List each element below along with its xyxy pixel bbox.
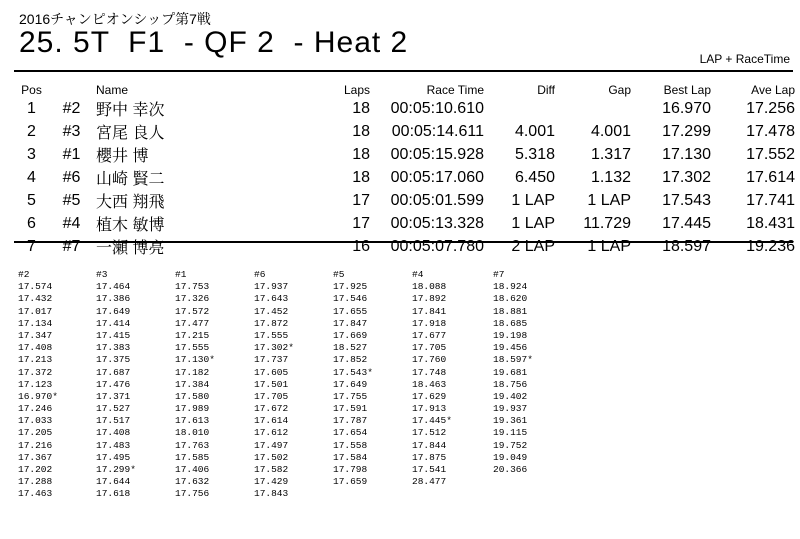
lap-time: 17.517 [96, 415, 131, 427]
result-ave-lap: 19.236 [746, 237, 795, 255]
result-car-number: #4 [62, 214, 81, 232]
result-diff: 4.001 [514, 122, 555, 140]
result-race-time: 00:05:10.610 [390, 99, 484, 117]
lap-time: 18.620 [493, 293, 528, 305]
lap-time: 17.918 [412, 317, 447, 329]
result-row [14, 120, 799, 143]
result-gap: 4.001 [590, 122, 631, 140]
lap-time: 18.463 [412, 378, 447, 390]
lap-time: 17.408 [96, 427, 131, 439]
race-title: 25. 5T F1 - QF 2 - Heat 2 [19, 26, 409, 59]
lap-time: 17.384 [175, 378, 210, 390]
col-header-name: Name [96, 82, 129, 97]
lap-time: 19.752 [493, 439, 528, 451]
lap-time: 17.414 [96, 317, 131, 329]
lap-time: 17.655 [333, 305, 368, 317]
lap-time: 17.452 [254, 305, 289, 317]
lap-time: 17.558 [333, 439, 368, 451]
lap-time: 17.737 [254, 354, 289, 366]
result-diff: 1 LAP [511, 191, 555, 209]
result-car-number: #2 [62, 99, 81, 117]
lap-time: 28.477 [412, 476, 447, 488]
lap-time: 19.937 [493, 403, 528, 415]
col-header-gap: Gap [608, 82, 631, 97]
lap-time: 17.584 [333, 451, 368, 463]
lap-time: 16.970* [18, 390, 58, 402]
lap-time: 17.760 [412, 354, 447, 366]
lap-time: 18.685 [493, 317, 528, 329]
lap-time: 17.477 [175, 317, 210, 329]
result-best-lap: 17.543 [662, 191, 711, 209]
result-pos: 1 [27, 99, 36, 117]
result-pos: 2 [27, 122, 36, 140]
result-laps: 16 [352, 237, 370, 255]
result-car-number: #5 [62, 191, 81, 209]
col-header-laps: Laps [343, 82, 370, 97]
result-driver-name: 山崎 賢二 [96, 171, 165, 188]
lap-column-car-number: #3 [96, 269, 108, 280]
result-laps: 18 [352, 122, 370, 140]
lap-time: 17.445* [412, 415, 452, 427]
lap-time: 17.572 [175, 305, 210, 317]
lap-time: 17.841 [412, 305, 447, 317]
lap-column-car-number: #2 [18, 269, 30, 280]
result-best-lap: 17.130 [662, 145, 711, 163]
result-car-number: #7 [62, 237, 81, 255]
result-ave-lap: 17.614 [746, 168, 795, 186]
lap-time: 17.406 [175, 464, 210, 475]
lap-time: 17.843 [254, 488, 289, 500]
result-driver-name: 野中 幸次 [96, 102, 165, 119]
lap-time: 19.402 [493, 390, 528, 402]
result-row [14, 212, 799, 235]
lap-time: 17.483 [96, 439, 131, 451]
lap-column-car-number: #5 [333, 269, 345, 280]
result-best-lap: 17.445 [662, 214, 711, 232]
lap-time: 17.925 [333, 281, 368, 293]
result-ave-lap: 17.552 [746, 145, 795, 163]
lap-time: 17.299* [96, 464, 136, 475]
result-pos: 6 [27, 214, 36, 232]
lap-time: 17.182 [175, 366, 210, 378]
lap-time: 17.432 [18, 293, 53, 305]
lap-time: 17.371 [96, 390, 131, 402]
result-race-time: 00:05:14.611 [391, 122, 484, 140]
lap-time: 17.705 [412, 342, 447, 354]
col-header-diff: Diff [537, 82, 555, 97]
lap-time: 17.375 [96, 354, 131, 366]
lap-time: 17.649 [333, 378, 368, 390]
lap-times-column [493, 269, 533, 476]
result-race-time: 00:05:13.328 [390, 214, 484, 232]
lap-time: 19.198 [493, 329, 528, 341]
lap-time: 17.502 [254, 451, 289, 463]
lap-time: 17.512 [412, 427, 447, 439]
lap-time: 17.844 [412, 439, 447, 451]
result-row [14, 189, 799, 212]
result-gap: 1 LAP [587, 237, 631, 255]
col-header-ave-lap: Ave Lap [751, 82, 795, 97]
lap-time: 17.326 [175, 293, 210, 305]
col-header-number [49, 82, 94, 97]
lap-time: 17.669 [333, 329, 368, 341]
lap-time: 17.748 [412, 366, 447, 378]
results-divider [14, 241, 793, 243]
lap-time: 19.115 [493, 427, 528, 439]
result-car-number: #3 [62, 122, 81, 140]
lap-time: 17.763 [175, 439, 210, 451]
result-laps: 17 [352, 191, 370, 209]
result-best-lap: 17.299 [662, 122, 711, 140]
lap-time: 17.852 [333, 354, 368, 366]
lap-time: 17.937 [254, 281, 289, 293]
result-row [14, 143, 799, 166]
lap-time: 17.372 [18, 366, 53, 378]
col-header-pos: Pos [21, 82, 42, 97]
header-divider [14, 70, 793, 72]
result-diff: 2 LAP [511, 237, 555, 255]
result-diff [484, 97, 555, 120]
report-type-label: LAP + RaceTime [699, 52, 790, 66]
result-gap: 11.729 [583, 214, 631, 232]
lap-time: 17.875 [412, 451, 447, 463]
lap-time: 19.361 [493, 415, 528, 427]
lap-time: 18.924 [493, 281, 528, 293]
lap-times-column [412, 269, 452, 488]
lap-time: 17.205 [18, 427, 53, 439]
lap-time: 17.654 [333, 427, 368, 439]
event-subtitle: 2016チャンピオンシップ第7戦 [19, 11, 211, 27]
lap-time: 19.681 [493, 366, 528, 378]
result-race-time: 00:05:17.060 [390, 168, 484, 186]
col-header-best-lap: Best Lap [663, 82, 711, 97]
result-diff: 1 LAP [511, 214, 555, 232]
lap-time: 17.585 [175, 451, 210, 463]
lap-time: 17.476 [96, 378, 131, 390]
lap-time: 17.756 [175, 488, 210, 500]
result-pos: 3 [27, 145, 36, 163]
lap-time: 17.495 [96, 451, 131, 463]
lap-time: 17.415 [96, 329, 131, 341]
result-row [14, 235, 799, 258]
lap-time: 17.543* [333, 366, 373, 378]
lap-time: 17.787 [333, 415, 368, 427]
lap-time: 17.033 [18, 415, 53, 427]
lap-time: 19.456 [493, 342, 528, 354]
lap-time: 17.659 [333, 476, 368, 488]
lap-time: 17.464 [96, 281, 131, 293]
lap-time: 17.501 [254, 378, 289, 390]
lap-time: 17.347 [18, 329, 53, 341]
results-table [14, 82, 799, 258]
lap-time: 17.246 [18, 403, 53, 415]
result-gap [555, 97, 631, 120]
lap-time: 17.555 [254, 329, 289, 341]
result-laps: 18 [352, 99, 370, 117]
lap-time: 17.629 [412, 390, 447, 402]
lap-time: 17.591 [333, 403, 368, 415]
result-car-number: #6 [62, 168, 81, 186]
lap-time: 17.672 [254, 403, 289, 415]
lap-time: 17.580 [175, 390, 210, 402]
result-driver-name: 植木 敏博 [96, 217, 165, 234]
lap-time: 17.605 [254, 366, 289, 378]
lap-time: 17.130* [175, 354, 215, 366]
result-ave-lap: 18.431 [746, 214, 795, 232]
result-gap: 1 LAP [587, 191, 631, 209]
lap-column-car-number: #4 [412, 269, 424, 280]
result-row [14, 97, 799, 120]
result-best-lap: 17.302 [662, 168, 711, 186]
result-ave-lap: 17.478 [746, 122, 795, 140]
lap-time: 17.755 [333, 390, 368, 402]
lap-time: 17.989 [175, 403, 210, 415]
lap-time: 17.463 [18, 488, 53, 500]
lap-time: 17.847 [333, 317, 368, 329]
lap-times-column [96, 269, 136, 501]
lap-time: 17.687 [96, 366, 131, 378]
lap-time: 17.613 [175, 415, 210, 427]
lap-time: 18.010 [175, 427, 210, 439]
result-driver-name: 一瀬 博亮 [96, 240, 165, 257]
lap-time: 17.288 [18, 476, 53, 488]
lap-time: 17.574 [18, 281, 53, 293]
lap-time: 17.798 [333, 464, 368, 475]
lap-times-column [254, 269, 294, 501]
lap-time: 17.649 [96, 305, 131, 317]
result-car-number: #1 [62, 145, 81, 163]
lap-time: 17.123 [18, 378, 53, 390]
result-race-time: 00:05:15.928 [390, 145, 484, 163]
result-diff: 5.318 [514, 145, 555, 163]
lap-time: 17.367 [18, 451, 53, 463]
lap-time: 17.753 [175, 281, 210, 293]
lap-time: 17.408 [18, 342, 53, 354]
lap-time: 17.632 [175, 476, 210, 488]
lap-time: 17.614 [254, 415, 289, 427]
result-best-lap: 16.970 [662, 99, 711, 117]
lap-times-column [18, 269, 58, 501]
result-race-time: 00:05:01.599 [390, 191, 484, 209]
result-driver-name: 大西 翔飛 [96, 194, 165, 211]
lap-time: 17.134 [18, 317, 53, 329]
result-gap: 1.132 [590, 168, 631, 186]
lap-time: 17.555 [175, 342, 210, 354]
lap-time: 17.527 [96, 403, 131, 415]
lap-time: 17.383 [96, 342, 131, 354]
result-laps: 18 [352, 145, 370, 163]
result-driver-name: 宮尾 良人 [96, 125, 165, 142]
lap-times-column [175, 269, 215, 501]
lap-time: 17.872 [254, 317, 289, 329]
result-best-lap: 18.597 [662, 237, 711, 255]
lap-time: 17.582 [254, 464, 289, 475]
result-ave-lap: 17.256 [746, 99, 795, 117]
lap-time: 17.612 [254, 427, 289, 439]
lap-time: 17.216 [18, 439, 53, 451]
lap-time: 17.017 [18, 305, 53, 317]
lap-column-car-number: #1 [175, 269, 187, 280]
lap-time: 18.881 [493, 305, 528, 317]
lap-column-car-number: #6 [254, 269, 266, 280]
lap-time: 17.541 [412, 464, 447, 475]
lap-time: 17.429 [254, 476, 289, 488]
lap-time: 17.302* [254, 342, 294, 354]
lap-time: 17.215 [175, 329, 210, 341]
result-race-time: 00:05:07.780 [390, 237, 484, 255]
lap-time: 18.088 [412, 281, 447, 293]
lap-time: 17.892 [412, 293, 447, 305]
results-header-row [14, 82, 799, 97]
lap-time: 18.597* [493, 354, 533, 366]
result-laps: 17 [352, 214, 370, 232]
lap-time: 18.527 [333, 342, 368, 354]
col-header-race-time: Race Time [426, 82, 484, 97]
lap-column-car-number: #7 [493, 269, 505, 280]
result-diff: 6.450 [514, 168, 555, 186]
lap-time: 17.202 [18, 464, 53, 475]
result-gap: 1.317 [590, 145, 631, 163]
lap-time: 17.213 [18, 354, 53, 366]
result-pos: 5 [27, 191, 36, 209]
lap-time: 17.497 [254, 439, 289, 451]
result-ave-lap: 17.741 [746, 191, 795, 209]
lap-times-column [333, 269, 373, 488]
lap-time: 17.546 [333, 293, 368, 305]
lap-time: 18.756 [493, 378, 528, 390]
lap-time: 19.049 [493, 451, 528, 463]
lap-time: 20.366 [493, 464, 528, 475]
lap-time: 17.644 [96, 476, 131, 488]
lap-time: 17.677 [412, 329, 447, 341]
result-laps: 18 [352, 168, 370, 186]
lap-time: 17.705 [254, 390, 289, 402]
lap-time: 17.386 [96, 293, 131, 305]
lap-time: 17.618 [96, 488, 131, 500]
result-pos: 4 [27, 168, 36, 186]
lap-time: 17.643 [254, 293, 289, 305]
result-row [14, 166, 799, 189]
lap-time: 17.913 [412, 403, 447, 415]
result-pos: 7 [27, 237, 36, 255]
result-driver-name: 櫻井 博 [96, 148, 149, 165]
